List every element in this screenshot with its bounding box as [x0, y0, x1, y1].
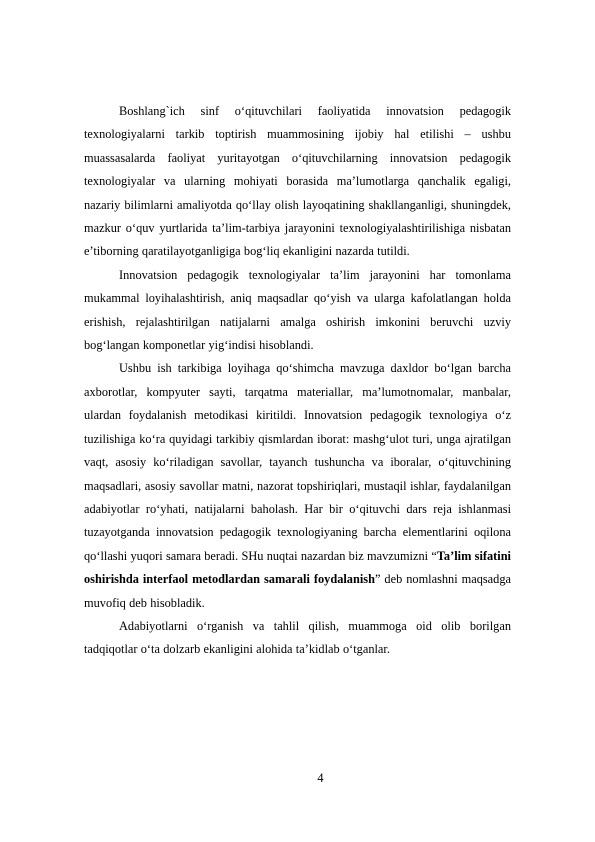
paragraph-4: Adabiyotlarni o‘rganish va tahlil qilish, muammoga oid olib borilgan tadqiqotlar o‘ta dolzarb ekanligini alohida ta’kidlab o‘tganlar.: [84, 618, 511, 657]
paragraph-3-topic-title: Ta’lim sifatini oshirishda interfaol metodlardan samarali foydalanish: [84, 548, 511, 587]
paragraph-3-text-before: Ushbu ish tarkibiga loyihaga qo‘shimcha mavzuga daxldor bo‘lgan barcha axborotlar, kompyuter sayti, tarqatma materiallar, ma’lumotnomalar, manbalar, ulardan foydalanish metodikasi kiritildi. Innovatsion pedagogik texnologiya o‘z tuzilishiga ko‘ra quyidagi tarkibiy qismlardan iborat: mashg‘ulot turi, unga ajratilgan vaqt, asosiy ko‘riladigan savollar, tayanch tushuncha va iboralar, o‘qituvchining maqsadlari, asosiy savollar matni, nazorat topshiriqlari, mustaqil ishlar, faydalanilgan adabiyotlar ro‘yhati, natijalarni baholash. Har bir o‘qituvchi dars reja ishlanmasi tuzayotganda innovatsion pedagogik texnologiyaning barcha elementlarini oqilona qo‘llashi yuqori samara beradi. SHu nuqtai nazardan biz mavzumizni “: [84, 361, 511, 563]
paragraph-1: Boshlang`ich sinf o‘qituvchilari faoliyatida innovatsion pedagogik texnologiyalarni tarkib toptirish muammosining ijobiy hal etilishi – ushbu muassasalarda faoliyat yuritayotgan o‘qituvchilarning innovatsion pedagogik texnologiyalar va ularning mohiyati borasida ma’lumotlarga qanchalik egaligi, nazariy bilimlarni amaliyotda qo‘llay olish layoqatining shakllanganligi, shuningdek, mazkur o‘quv yurtlarida ta’lim-tarbiya jarayonini texnologiyalashtirilishiga nisbatan e’tiborning qaratilayotganligiga bog‘liq ekanligini nazarda tutildi.: [84, 104, 511, 259]
document-page: [84, 100, 511, 662]
page-number: 4: [317, 771, 324, 785]
paragraph-2: Innovatsion pedagogik texnologiyalar ta’lim jarayonini har tomonlama mukammal loyihalashtirish, aniq maqsadlar qo‘yish va ularga kafolatlangan holda erishish, rejalashtirilgan natijalarni amalga oshirish imkonini beruvchi uzviy bog‘langan komponetlar yig‘indisi hisoblandi.: [84, 267, 511, 353]
paragraph-3: [84, 357, 511, 614]
paragraph-3-text-after: ” deb nomlashni maqsadga muvofiq deb hisobladik.: [84, 572, 511, 610]
